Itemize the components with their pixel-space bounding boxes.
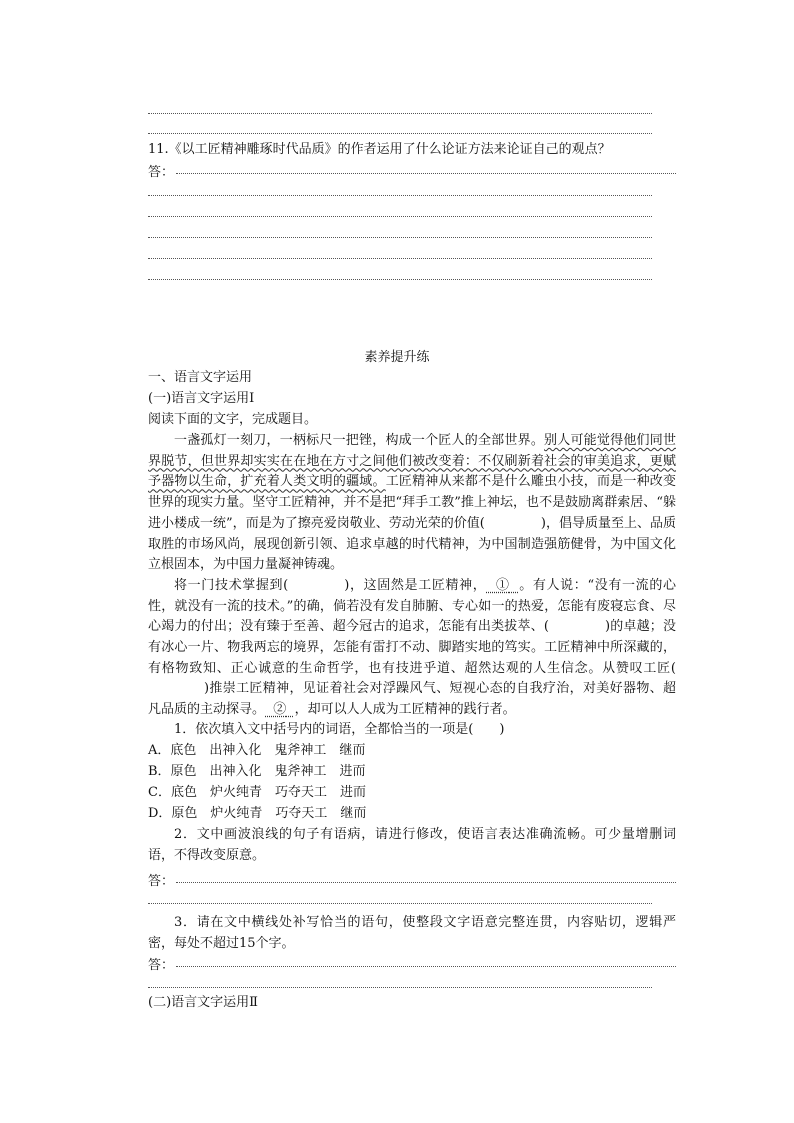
answer-line bbox=[148, 133, 652, 134]
answer-label: 答： bbox=[148, 958, 175, 973]
answer-row[interactable] bbox=[148, 954, 676, 974]
passage-text: 一盏孤灯一刻刀，一柄标尺一把锉，构成一个匠人的全部世界。 bbox=[174, 433, 545, 448]
answer-line bbox=[148, 216, 652, 217]
answer-line bbox=[176, 966, 676, 967]
blank-marker-2[interactable] bbox=[265, 702, 295, 717]
answer-row[interactable] bbox=[148, 161, 676, 181]
marker-number: ② bbox=[273, 702, 287, 718]
question-11: 11.《以工匠精神雕琢时代品质》的作者运用了什么论证方法来论证自己的观点？ bbox=[148, 142, 611, 157]
subsection-heading: (一)语言文字运用Ⅰ bbox=[148, 391, 255, 406]
passage-text: )，倡导质量至上、品质取胜的市场风尚，展现创新引领、追求卓越的时代精神，为中国制造强筋健骨，为中国文化立根固本，为中国力量凝神铸魂。 bbox=[148, 515, 677, 573]
subsection-heading-2: (二)语言文字运用Ⅱ bbox=[148, 995, 258, 1010]
passage bbox=[148, 431, 676, 721]
blank-marker-1[interactable] bbox=[486, 578, 519, 593]
question-1: 1．依次填入文中括号内的词语，全都恰当的一项是( ) bbox=[174, 722, 505, 737]
question-2-text: 2．文中画波浪线的句子有语病，请进行修改，使语言表达准确流畅。可少量增删词语，不得改变原意。 bbox=[148, 827, 676, 863]
answer-line bbox=[148, 279, 652, 280]
answer-line bbox=[176, 882, 676, 883]
paragraph-1 bbox=[148, 431, 676, 576]
option-d[interactable]: D．原色 炉火纯青 巧夺天工 继而 bbox=[148, 806, 367, 821]
wavy-underlined-sentence: 别人可能觉得他们同世界脱节，但世界却实实在在地在方寸之间他们被改变着：不仅刷新着社会的审美追求，更赋予器物以生命，扩充着人类文明的疆域。 bbox=[148, 433, 676, 490]
option-a[interactable]: A．底色 出神入化 鬼斧神工 继而 bbox=[148, 743, 366, 758]
instruction: 阅读下面的文字，完成题目。 bbox=[148, 412, 318, 427]
marker-number: ① bbox=[496, 577, 510, 593]
passage-text: )的卓越；没有冰心一片、物我两忘的境界，怎能有雷打不动、脚踏实地的笃实。工匠精神中所深藏的，有格物致知、正心诚意的生命哲学，也有技进乎道、超然达观的人生信念。从赞叹工匠( bbox=[148, 619, 677, 676]
answer-line bbox=[148, 903, 652, 904]
question-3 bbox=[148, 913, 676, 954]
answer-line bbox=[148, 258, 652, 259]
answer-line bbox=[148, 987, 652, 988]
question-3-text: 3．请在文中横线处补写恰当的语句，使整段文字语意完整连贯，内容贴切，逻辑严密，每处不超过15个字。 bbox=[148, 915, 676, 951]
answer-line bbox=[176, 173, 676, 174]
passage-text: ，却可以人人成为工匠精神的践行者。 bbox=[294, 702, 516, 718]
question-2 bbox=[148, 825, 676, 866]
answer-line bbox=[148, 195, 652, 196]
answer-label: 答： bbox=[148, 165, 175, 180]
passage-text: 将一门技术掌握到( bbox=[174, 577, 289, 593]
passage-text: 工匠精神从来都不是什么雕虫小技，而是一种改变世界的现实力量。坚守工匠精神，并不是把“拜手工教”推上神坛，也不是鼓励离群索居、“躲进小楼成一统”，而是为了擦亮爱岗敬业、劳动光荣的价值( bbox=[148, 474, 676, 531]
passage-text: )推崇工匠精神，见证着社会对浮躁风气、短视心态的自我疗治，对美好器物、超凡品质的主动探寻。 bbox=[148, 681, 676, 718]
answer-row[interactable] bbox=[148, 870, 676, 890]
answer-line bbox=[148, 237, 652, 238]
paragraph-2 bbox=[148, 576, 676, 721]
answer-line bbox=[148, 113, 652, 114]
option-b[interactable]: B．原色 出神入化 鬼斧神工 进而 bbox=[148, 764, 366, 779]
passage-text: )，这固然是工匠精神， bbox=[344, 577, 487, 593]
section-heading: 一、语言文字运用 bbox=[148, 370, 253, 385]
passage-text: 。有人说：“没有一流的心性，就没有一流的技术。”的确，倘若没有发自肺腑、专心如一的热爱，怎能有废寝忘食、尽心竭力的付出；没有臻于至善、超今冠古的追求，怎能有出类拔萃、( bbox=[148, 577, 676, 635]
option-c[interactable]: C．底色 炉火纯青 巧夺天工 进而 bbox=[148, 785, 366, 800]
section-title: 素养提升练 bbox=[364, 350, 430, 365]
answer-label: 答： bbox=[148, 874, 175, 889]
